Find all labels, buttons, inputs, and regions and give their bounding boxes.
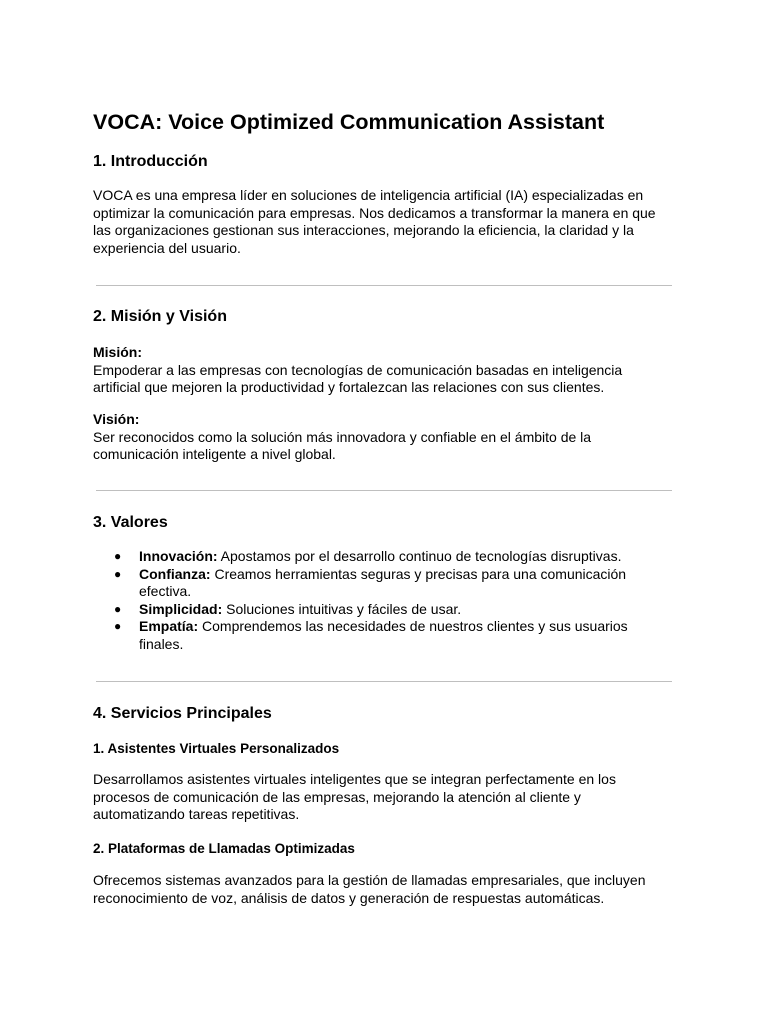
vision-block (93, 411, 673, 464)
list-item (93, 618, 673, 653)
mission-text: Empoderar a las empresas con tecnologías de comunicación basadas en inteligencia artificial que mejoren la productividad y fortalezcan las relaciones con sus clientes. (93, 361, 623, 396)
vision-text: Ser reconocidos como la solución más innovadora y confiable en el ámbito de la comunicación inteligente a nivel global. (93, 428, 592, 463)
list-item (93, 601, 673, 619)
section-heading-servicios: 4. Servicios Principales (93, 705, 272, 722)
value-text: Creamos herramientas seguras y precisas para una comunicación efectiva. (139, 565, 627, 600)
section-divider (96, 681, 672, 682)
list-item (93, 548, 673, 566)
value-label: Empatía: (139, 618, 199, 635)
service-description: Ofrecemos sistemas avanzados para la gestión de llamadas empresariales, que incluyen reconocimiento de voz, análisis de datos y generación de respuestas automáticas. (93, 872, 646, 906)
bullet-icon: ● (114, 566, 122, 581)
value-label: Confianza: (139, 565, 211, 582)
section-divider (96, 490, 672, 491)
mission-label: Misión: (93, 344, 142, 360)
value-label: Innovación: (139, 548, 218, 564)
vision-label: Visión: (93, 411, 140, 427)
service-description: Desarrollamos asistentes virtuales inteligentes que se integran perfectamente en los procesos de comunicación de las empresas, mejorando la atención al cliente y automatizando tareas repetitivas. (93, 771, 616, 823)
values-list (93, 548, 673, 654)
section-heading-introduccion: 1. Introducción (93, 153, 208, 170)
value-text: Soluciones intuitivas y fáciles de usar. (222, 600, 462, 617)
list-item (93, 566, 673, 601)
section-heading-valores: 3. Valores (93, 514, 168, 531)
document-title: VOCA: Voice Optimized Communication Assistant (93, 110, 605, 134)
value-text: Apostamos por el desarrollo continuo de tecnologías disruptivas. (217, 548, 622, 564)
intro-paragraph: VOCA es una empresa líder en soluciones de inteligencia artificial (IA) especializadas en optimizar la comunicación para empresas. Nos dedicamos a transformar la manera en que las organizaciones gestionan sus interacciones, mejorando la eficiencia, la claridad y la experiencia del usuario. (93, 187, 656, 256)
bullet-icon: ● (114, 549, 122, 563)
service-title: 2. Plataformas de Llamadas Optimizadas (93, 841, 355, 856)
bullet-icon: ● (114, 601, 122, 616)
value-label: Simplicidad: (139, 600, 223, 617)
section-heading-mision-vision: 2. Misión y Visión (93, 308, 227, 325)
service-title: 1. Asistentes Virtuales Personalizados (93, 741, 340, 756)
value-text: Comprendemos las necesidades de nuestros clientes y sus usuarios finales. (139, 618, 628, 652)
mission-block (93, 344, 673, 397)
bullet-icon: ● (114, 619, 122, 634)
section-divider (96, 285, 672, 286)
